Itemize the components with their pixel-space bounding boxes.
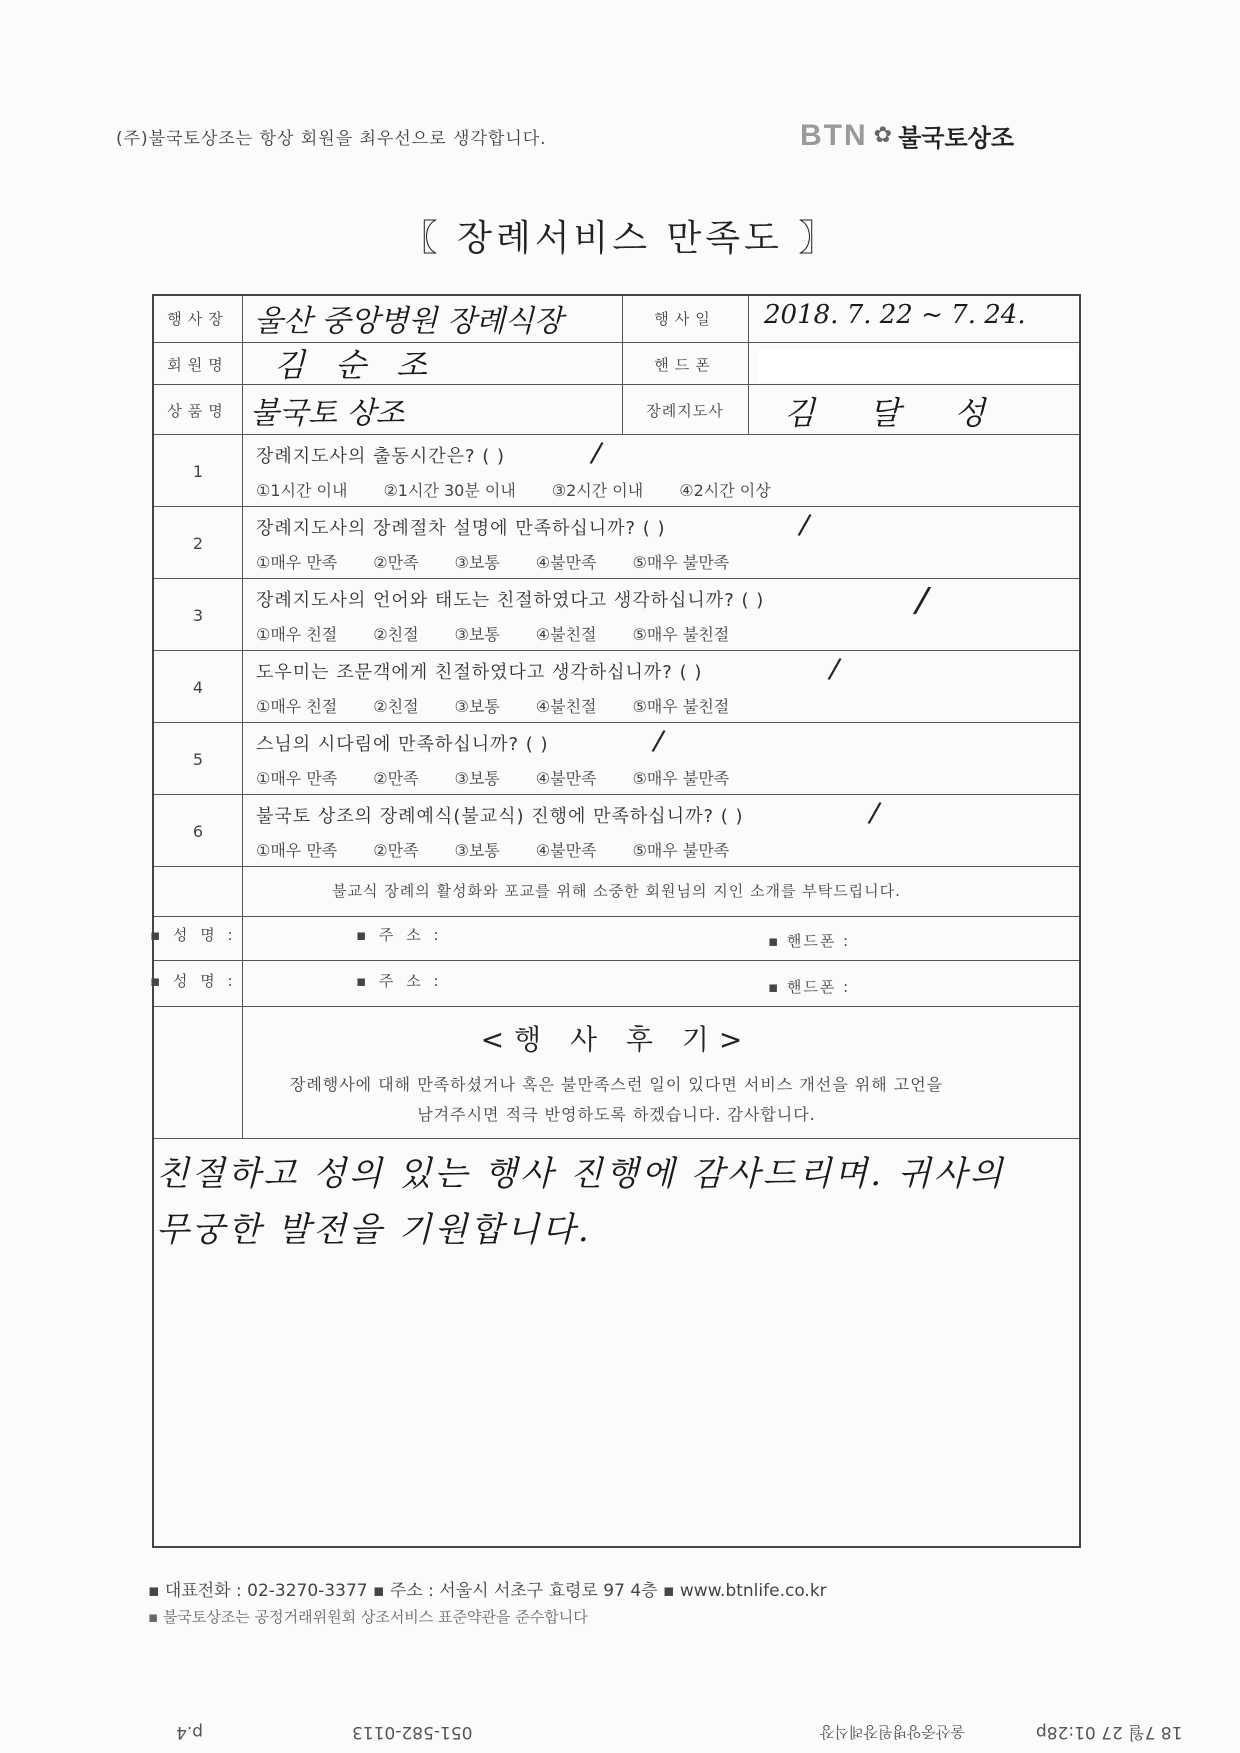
answer-mark: / <box>911 579 933 622</box>
question-number: 5 <box>192 750 204 769</box>
referral-phone-label: ▪ 핸드폰 : <box>768 978 851 996</box>
question-options <box>256 478 807 501</box>
director-value: 김 달 성 <box>784 394 1008 432</box>
question-text: 불국토 상조의 장례예식(불교식) 진행에 만족하십니까? ( ) <box>256 806 744 827</box>
venue-value: 울산 중앙병원 장례식장 <box>254 304 563 339</box>
question-number: 3 <box>192 606 204 625</box>
answer-mark: / <box>826 651 843 686</box>
director-label: 장례지도사 <box>646 402 724 420</box>
question-number: 2 <box>192 534 204 553</box>
question-text: 장례지도사의 장례절차 설명에 만족하십니까? ( ) <box>256 518 666 539</box>
divider <box>154 866 1079 867</box>
fax-number: 051-582-0113 <box>352 1722 473 1742</box>
option[interactable]: ④불친절 <box>535 697 597 716</box>
phone-redaction <box>758 350 1076 382</box>
question-text: 스님의 시다림에 만족하십니까? ( ) <box>256 734 549 755</box>
member-value: 김 순 조 <box>274 346 438 384</box>
option[interactable]: ①매우 친절 <box>256 697 338 716</box>
divider <box>748 296 749 434</box>
answer-mark: / <box>796 507 813 542</box>
option[interactable]: ②친절 <box>373 625 419 644</box>
review-handwritten: 무궁한 발전을 기원합니다. <box>156 1210 592 1250</box>
fax-sender: 울산중앙병원장례식장 <box>820 1723 965 1741</box>
referral-address-label: ▪ 주 소 : <box>356 926 443 944</box>
question-number: 6 <box>192 822 204 841</box>
referral-address-label: ▪ 주 소 : <box>356 972 443 990</box>
question-text: 장례지도사의 언어와 태도는 친절하였다고 생각하십니까? ( ) <box>256 590 765 611</box>
option[interactable]: ③보통 <box>454 841 500 860</box>
logo-company-name: 불국토상조 <box>898 123 1015 152</box>
product-label: 상품명 <box>167 402 229 420</box>
divider <box>154 794 1079 795</box>
divider <box>242 296 243 1138</box>
tagline: (주)불국토상조는 항상 회원을 최우선으로 생각합니다. <box>116 129 547 149</box>
referral-phone-label: ▪ 핸드폰 : <box>768 932 851 950</box>
option[interactable]: ④2시간 이상 <box>679 481 771 500</box>
logo-btn-text: BTN <box>800 118 868 152</box>
answer-mark: / <box>650 723 667 758</box>
question-options <box>256 622 765 645</box>
member-label: 회원명 <box>167 356 229 374</box>
option[interactable]: ③보통 <box>454 625 500 644</box>
page-title: 〖 장례서비스 만족도 〗 <box>401 218 839 259</box>
question-options <box>256 550 765 573</box>
company-logo <box>800 118 1014 153</box>
option[interactable]: ④불만족 <box>535 553 597 572</box>
footer-contact: ▪ 대표전화 : 02-3270-3377 ▪ 주소 : 서울시 서초구 효령로 97 4층 ▪ www.btnlife.co.kr <box>148 1581 827 1601</box>
option[interactable]: ①1시간 이내 <box>256 481 348 500</box>
review-instruction: 장례행사에 대해 만족하셨거나 혹은 불만족스런 일이 있다면 서비스 개선을 위해 고언을 <box>289 1075 944 1094</box>
referral-notice: 불교식 장례의 활성화와 포교를 위해 소중한 회원님의 지인 소개를 부탁드립니다. <box>332 882 901 900</box>
divider <box>154 578 1079 579</box>
question-number: 4 <box>192 678 204 697</box>
option[interactable]: ①매우 만족 <box>256 553 338 572</box>
option[interactable]: ③보통 <box>454 697 500 716</box>
option[interactable]: ②만족 <box>373 553 419 572</box>
date-label: 행사일 <box>654 310 716 328</box>
question-text: 장례지도사의 출동시간은? ( ) <box>256 446 506 467</box>
lotus-icon: ✿ <box>873 123 893 148</box>
date-value: 2018. 7. 22 ~ 7. 24. <box>764 300 1026 330</box>
option[interactable]: ②친절 <box>373 697 419 716</box>
referral-name-label: ▪ 성 명 : <box>150 926 237 944</box>
referral-name-label: ▪ 성 명 : <box>150 972 237 990</box>
footer-compliance: ▪ 불국토상조는 공정거래위원회 상조서비스 표준약관을 준수합니다 <box>148 1608 588 1626</box>
option[interactable]: ③2시간 이내 <box>551 481 644 500</box>
option[interactable]: ①매우 만족 <box>256 769 338 788</box>
option[interactable]: ②만족 <box>373 841 419 860</box>
option[interactable]: ③보통 <box>454 553 500 572</box>
review-instruction: 남겨주시면 적극 반영하도록 하겠습니다. 감사합니다. <box>417 1105 816 1124</box>
divider <box>154 650 1079 651</box>
venue-label: 행사장 <box>167 310 229 328</box>
question-options <box>256 838 765 861</box>
divider <box>154 1006 1079 1007</box>
option[interactable]: ①매우 만족 <box>256 841 338 860</box>
answer-mark: / <box>588 435 605 470</box>
fax-timestamp: 18 7월 27 01:28p <box>1036 1722 1183 1742</box>
divider <box>154 722 1079 723</box>
question-options <box>256 766 765 789</box>
option[interactable]: ④불만족 <box>535 769 597 788</box>
phone-label: 핸드폰 <box>654 356 716 374</box>
option[interactable]: ⑤매우 불만족 <box>632 769 730 788</box>
question-text: 도우미는 조문객에게 친절하였다고 생각하십니까? ( ) <box>256 662 703 683</box>
question-number: 1 <box>192 462 204 481</box>
review-title: <행 사 후 기> <box>480 1023 753 1056</box>
divider <box>154 1138 1079 1139</box>
option[interactable]: ③보통 <box>454 769 500 788</box>
product-value: 불국토 상조 <box>250 396 405 431</box>
option[interactable]: ⑤매우 불만족 <box>632 841 730 860</box>
divider <box>154 434 1079 435</box>
question-options <box>256 694 765 717</box>
answer-mark: / <box>866 795 883 830</box>
divider <box>154 916 1079 917</box>
option[interactable]: ⑤매우 불친절 <box>632 625 730 644</box>
fax-page: p.4 <box>176 1722 204 1742</box>
option[interactable]: ⑤매우 불친절 <box>632 697 730 716</box>
divider <box>154 506 1079 507</box>
survey-form <box>152 294 1081 1548</box>
divider <box>154 960 1079 961</box>
option[interactable]: ⑤매우 불만족 <box>632 553 730 572</box>
option[interactable]: ④불만족 <box>535 841 597 860</box>
option[interactable]: ②1시간 30분 이내 <box>383 481 516 500</box>
option[interactable]: ②만족 <box>373 769 419 788</box>
option[interactable]: ④불친절 <box>535 625 597 644</box>
option[interactable]: ①매우 친절 <box>256 625 338 644</box>
review-handwritten: 친절하고 성의 있는 행사 진행에 감사드리며. 귀사의 <box>156 1154 1006 1194</box>
